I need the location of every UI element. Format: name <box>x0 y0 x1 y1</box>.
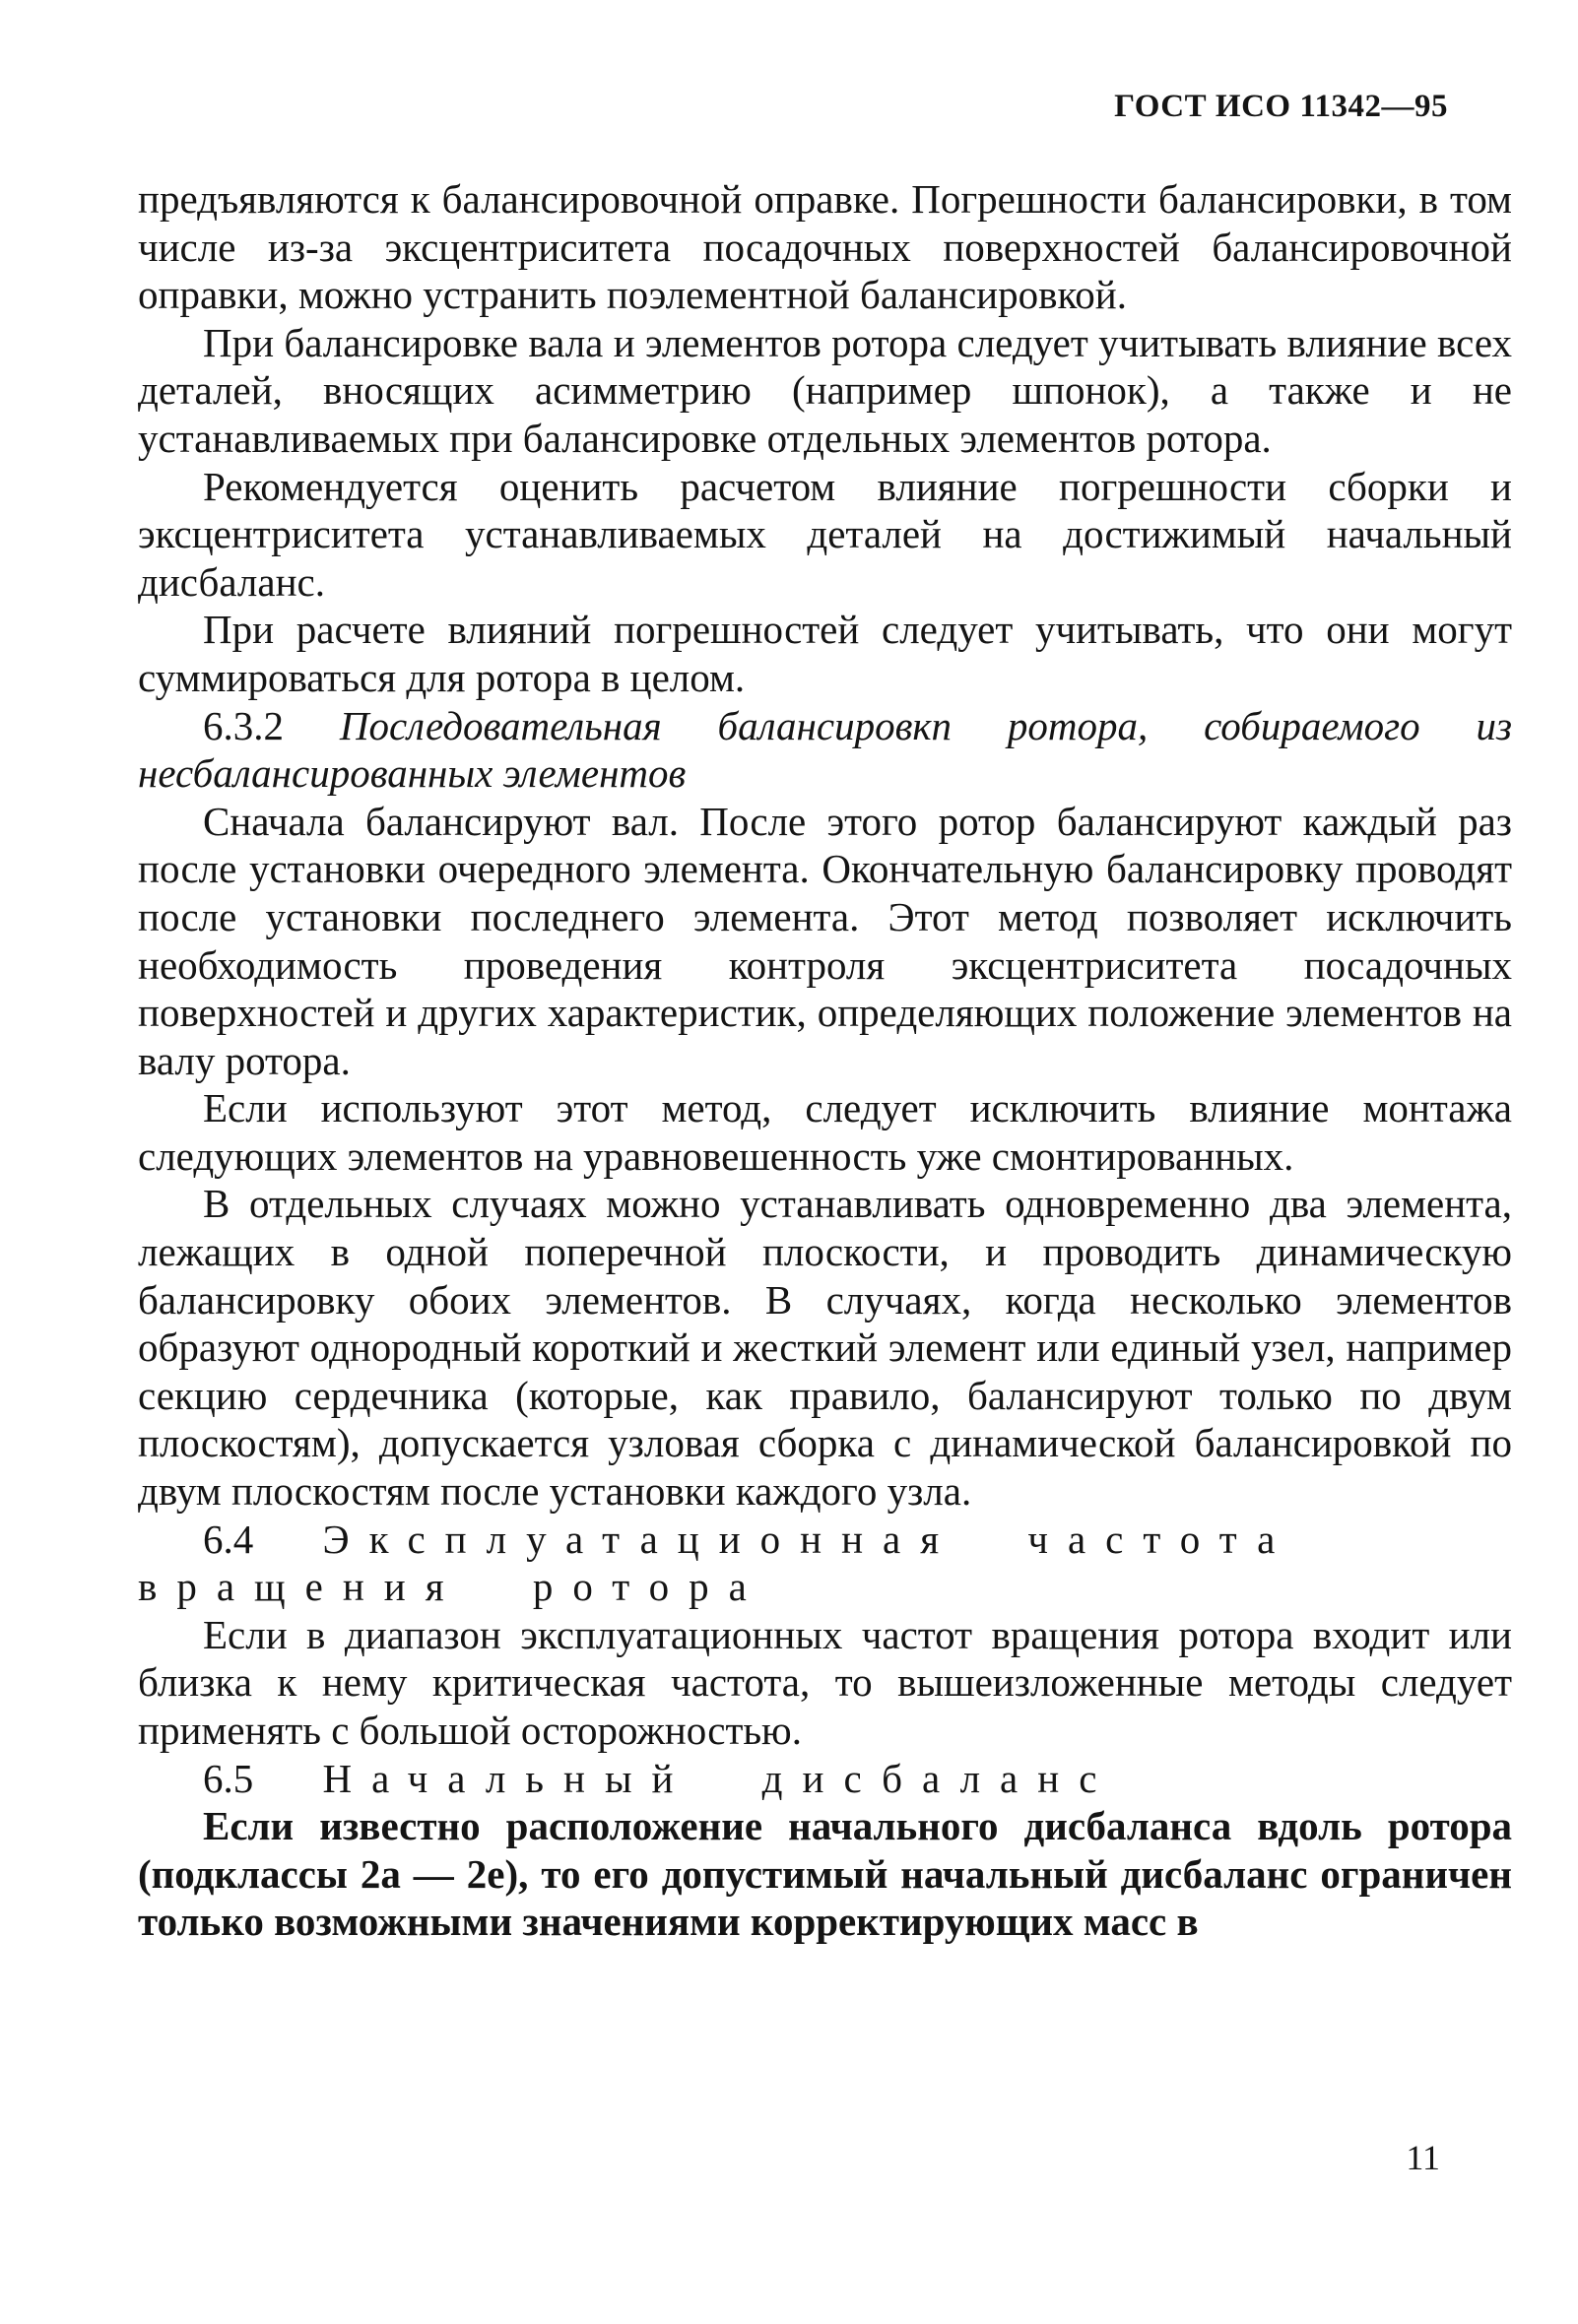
section-title: Начальный дисбаланс <box>322 1755 1117 1801</box>
document-code-header: ГОСТ ИСО 11342—95 <box>1114 89 1448 124</box>
paragraph-error-summation: При расчете влияний погрешностей следует учитывать, что они могут суммироваться для ротора в целом. <box>138 607 1512 700</box>
section-6-4-heading <box>138 1516 1512 1611</box>
paragraph-method-usage: Если используют этот метод, следует исключить влияние монтажа следующих элементов на уравновешенность уже смонтированных. <box>138 1085 1512 1179</box>
section-6-5-heading <box>138 1755 1512 1803</box>
paragraph-assembly-error: Рекомендуется оценить расчетом влияние погрешности сборки и эксцентриситета устанавливаемых деталей на достижимый начальный дисбаланс. <box>138 463 1512 605</box>
page-number: 11 <box>1406 2138 1440 2177</box>
section-title: Эксплуатационная частота вращения ротора <box>138 1516 1295 1610</box>
paragraph-initial-unbalance: Если известно расположение начального дисбаланса вдоль ротора (подклассы 2а — 2е), то его допустимый начальный дисбаланс ограничен только возможными значениями корректирующих масс в <box>138 1803 1512 1945</box>
section-number: 6.4 <box>203 1516 254 1562</box>
paragraph-special-cases: В отдельных случаях можно устанавливать одновременно два элемента, лежащих в одной поперечной плоскости, и проводить динамическую балансировку обоих элементов. В случаях, когда несколько элементов образуют однородный короткий и жесткий элемент или единый узел, например секцию сердечника (которые, как правило, балансируют только по двум плоскостям), допускается узловая сборка с динамической балансировкой по двум плоскостям после установки каждого узла. <box>138 1181 1512 1515</box>
paragraph-sequential-method: Сначала балансируют вал. После этого ротор балансируют каждый раз после установки очередного элемента. Окончательную балансировку проводят после установки последнего элемента. Этот метод позволяет исключить необходимость проведения контроля эксцентриситета посадочных поверхностей и других характеристик, определяющих положение элементов на валу ротора. <box>138 798 1512 1083</box>
section-number: 6.5 <box>203 1755 254 1801</box>
paragraph-shaft-balancing: При балансировке вала и элементов ротора следует учитывать влияние всех деталей, вносящих асимметрию (например шпонок), а также и не устанавливаемых при балансировке отдельных элементов ротора. <box>138 319 1512 461</box>
section-number: 6.3.2 <box>203 702 284 748</box>
paragraph-continuation: предъявляются к балансировочной оправке. Погрешности балансировки, в том числе из-за эксцентриситета посадочных поверхностей балансировочной оправки, можно устранить поэлементной балансировкой. <box>138 176 1512 318</box>
section-title: Последовательная балансировкn ротора, собираемого из несбалансированных элементов <box>138 702 1513 797</box>
paragraph-critical-speed: Если в диапазон эксплуатационных частот вращения ротора входит или близка к нему критическая частота, то вышеизложенные методы следует применять с большой осторожностью. <box>138 1611 1512 1753</box>
section-6-3-2-heading <box>138 702 1512 798</box>
body-text <box>138 175 1512 1946</box>
